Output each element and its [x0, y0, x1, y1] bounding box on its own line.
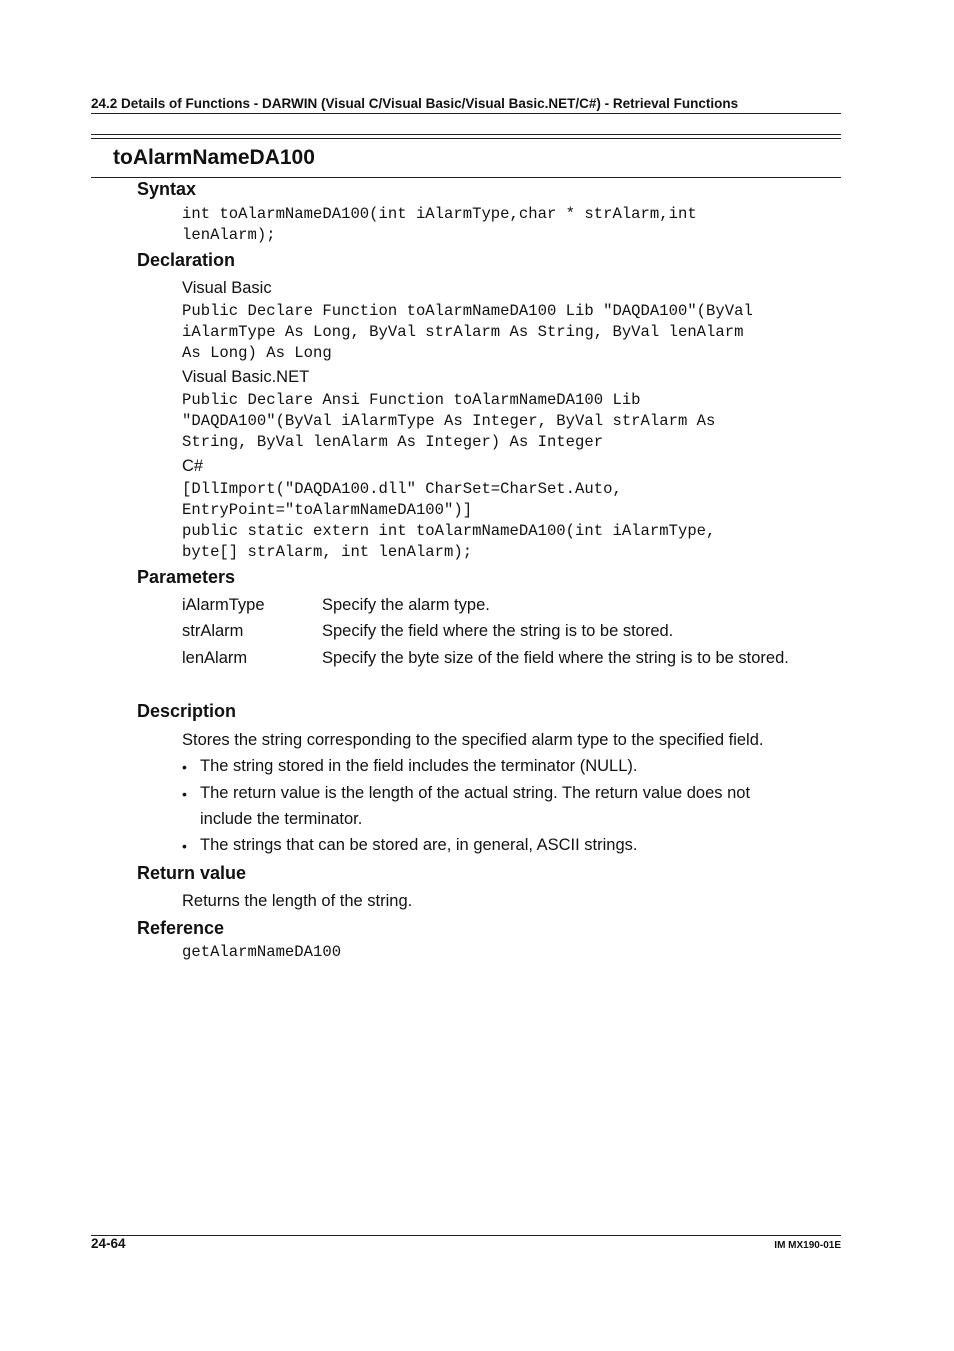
vbnet-label: Visual Basic.NET	[182, 368, 310, 386]
declaration-heading: Declaration	[137, 250, 236, 270]
title-rule-top-2	[91, 138, 841, 139]
bullet-marker: •	[182, 786, 187, 802]
title-rule-bottom	[91, 177, 841, 178]
document-id: IM MX190-01E	[774, 1240, 841, 1251]
parameters-heading: Parameters	[137, 567, 236, 587]
bullet-text: The return value is the length of the actual string. The return value does not	[200, 784, 751, 802]
vbnet-code: Public Declare Ansi Function toAlarmNameDA100 Lib "DAQDA100"(ByVal iAlarmType As Integer, ByVal strAlarm As String, ByVal lenAlarm As Integer) As Integer	[182, 391, 716, 451]
param-desc: Specify the alarm type.	[322, 596, 490, 614]
bullet-text: The string stored in the field includes the terminator (NULL).	[200, 757, 638, 775]
param-desc: Specify the field where the string is to be stored.	[322, 622, 674, 640]
bullet-marker: •	[182, 759, 187, 775]
description-intro: Stores the string corresponding to the specified alarm type to the specified field.	[182, 731, 764, 749]
param-name: iAlarmType	[182, 596, 265, 614]
param-name: strAlarm	[182, 622, 244, 640]
param-name: lenAlarm	[182, 649, 248, 667]
running-header: 24.2 Details of Functions - DARWIN (Visual C/Visual Basic/Visual Basic.NET/C#) - Retrieval Functions	[91, 96, 739, 111]
vb-label: Visual Basic	[182, 279, 272, 297]
bullet-text: The strings that can be stored are, in general, ASCII strings.	[200, 836, 638, 854]
return-value-text: Returns the length of the string.	[182, 892, 413, 910]
footer-rule	[91, 1235, 841, 1236]
title-rule-top-1	[91, 134, 841, 135]
syntax-heading: Syntax	[137, 179, 197, 199]
description-heading: Description	[137, 701, 237, 721]
page-number: 24-64	[91, 1236, 126, 1251]
reference-code: getAlarmNameDA100	[182, 943, 342, 961]
vb-code: Public Declare Function toAlarmNameDA100 Lib "DAQDA100"(ByVal iAlarmType As Long, ByVal strAlarm As String, ByVal lenAlarm As Long) As Long	[182, 302, 753, 362]
bullet-text-continued: include the terminator.	[200, 810, 363, 828]
param-desc: Specify the byte size of the field where the string is to be stored.	[322, 649, 789, 667]
syntax-code: int toAlarmNameDA100(int iAlarmType,char * strAlarm,int lenAlarm);	[182, 205, 697, 244]
return-value-heading: Return value	[137, 863, 247, 883]
bullet-marker: •	[182, 838, 187, 854]
cs-code: [DllImport("DAQDA100.dll" CharSet=CharSet.Auto, EntryPoint="toAlarmNameDA100")] public static extern int toAlarmNameDA100(int iAlarmType, byte[] strAlarm, int lenAlarm);	[182, 480, 716, 561]
header-rule	[91, 113, 841, 114]
function-title: toAlarmNameDA100	[113, 146, 315, 169]
cs-label: C#	[182, 457, 204, 475]
reference-heading: Reference	[137, 918, 225, 938]
